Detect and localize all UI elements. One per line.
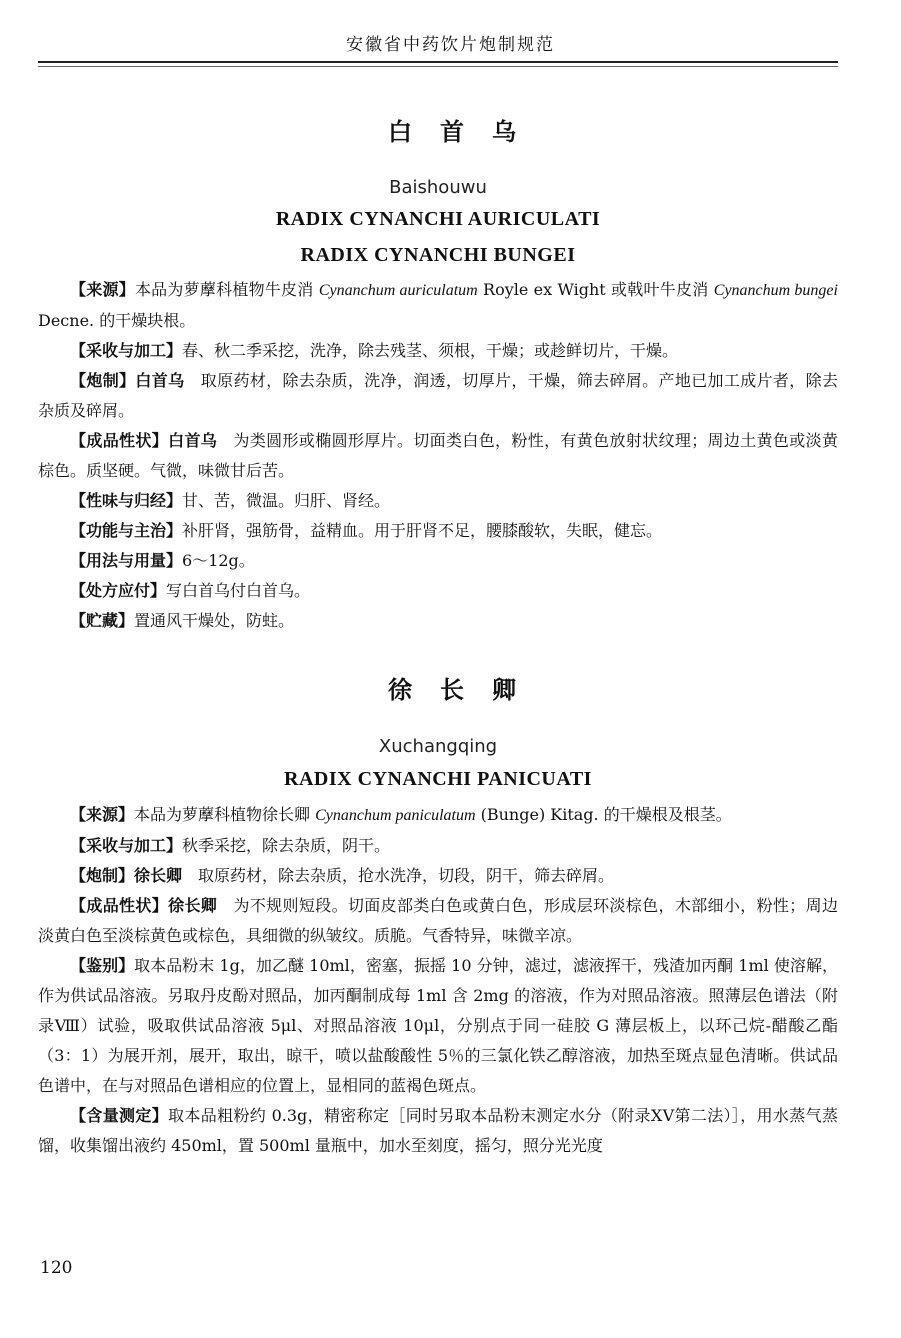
text: Decne. 的干燥块根。 — [38, 311, 196, 330]
entry-latin-name-2: RADIX CYNANCHI BUNGEI — [300, 244, 576, 266]
storage-paragraph — [38, 606, 838, 636]
character-paragraph — [38, 891, 838, 951]
text: 补肝肾，强筋骨，益精血。用于肝肾不足，腰膝酸软，失眠，健忘。 — [182, 521, 663, 540]
sub-label: 徐长卿 — [168, 896, 218, 915]
species-name: Cynanchum bungei — [713, 282, 838, 299]
entry2-body — [38, 800, 838, 1161]
harvest-paragraph — [38, 336, 838, 366]
sub-label: 白首乌 — [168, 431, 218, 450]
text: Royle ex Wight 或戟叶牛皮消 — [477, 280, 714, 299]
text: 6～12g。 — [182, 551, 255, 570]
text: 秋季采挖，除去杂质，阴干。 — [182, 836, 391, 855]
text: 本品为萝藦科植物徐长卿 — [134, 805, 316, 824]
text: 写白首乌付白首乌。 — [166, 581, 311, 600]
entry1-body — [38, 275, 838, 636]
source-paragraph — [38, 275, 838, 336]
section-label: 【成品性状】 — [70, 431, 169, 450]
section-label: 【炮制】 — [70, 371, 136, 390]
section-label: 【采收与加工】 — [70, 341, 183, 360]
text: 取原药材，除去杂质，洗净，润透，切厚片，干燥，筛去碎屑。产地已加工成片者，除去杂质及碎屑。 — [38, 371, 838, 420]
section-label: 【性味与归经】 — [70, 491, 183, 510]
processing-paragraph — [38, 861, 838, 891]
page-number: 120 — [40, 1258, 73, 1278]
section-label: 【采收与加工】 — [70, 836, 183, 855]
processing-paragraph — [38, 366, 838, 426]
text: 本品为萝藦科植物牛皮消 — [134, 280, 319, 299]
section-label: 【炮制】 — [70, 866, 135, 885]
header-rule-thin — [38, 66, 838, 67]
entry-title-baishouwu: 白首乌 — [388, 118, 544, 146]
dosage-paragraph — [38, 546, 838, 576]
entry-pinyin: Baishouwu — [389, 177, 487, 198]
sub-label: 白首乌 — [135, 371, 185, 390]
section-label: 【来源】 — [70, 280, 135, 299]
harvest-paragraph — [38, 831, 838, 861]
section-label: 【功能与主治】 — [70, 521, 183, 540]
source-paragraph — [38, 800, 838, 831]
sub-label: 徐长卿 — [134, 866, 183, 885]
text: 春、秋二季采挖，洗净，除去残茎、须根，干燥；或趁鲜切片，干燥。 — [182, 341, 679, 360]
text: 取原药材，除去杂质，抢水洗净，切段，阴干，筛去碎屑。 — [182, 866, 615, 885]
text: 置通风干燥处，防蛀。 — [134, 611, 295, 630]
entry-title-xuchangqing: 徐长卿 — [388, 676, 544, 704]
function-paragraph — [38, 516, 838, 546]
species-name: Cynanchum paniculatum — [315, 807, 476, 824]
section-label: 【处方应付】 — [70, 581, 167, 600]
character-paragraph — [38, 426, 838, 486]
assay-paragraph — [38, 1101, 838, 1161]
section-label: 【贮藏】 — [70, 611, 135, 630]
section-label: 【来源】 — [70, 805, 135, 824]
species-name: Cynanchum auriculatum — [318, 282, 478, 299]
text: 取本品粗粉约 0.3g，精密称定［同时另取本品粉末测定水分（附录ⅩⅤ第二法）］，用水蒸气蒸馏，收集馏出液约 450ml，置 500ml 量瓶中，加水至刻度，摇匀，照分光光度 — [38, 1106, 838, 1155]
entry-pinyin: Xuchangqing — [378, 736, 498, 757]
section-label: 【鉴别】 — [70, 956, 135, 975]
text: (Bunge) Kitag. 的干燥根及根茎。 — [475, 805, 732, 824]
header-rule — [38, 61, 838, 63]
running-head: 安徽省中药饮片炮制规范 — [346, 35, 555, 55]
section-label: 【用法与用量】 — [70, 551, 183, 570]
text: 为不规则短段。切面皮部类白色或黄白色，形成层环淡棕色，木部细小，粉性；周边淡黄白色至淡棕黄色或棕色，具细微的纵皱纹。质脆。气香特异，味微辛凉。 — [38, 896, 838, 945]
text: 为类圆形或椭圆形厚片。切面类白色，粉性，有黄色放射状纹理；周边土黄色或淡黄棕色。质坚硬。气微，味微甘后苦。 — [38, 431, 838, 480]
identification-paragraph — [38, 951, 838, 1101]
prescription-paragraph — [38, 576, 838, 606]
nature-paragraph — [38, 486, 838, 516]
text: 甘、苦，微温。归肝、肾经。 — [182, 491, 391, 510]
text: 取本品粉末 1g，加乙醚 10ml，密塞，振摇 10 分钟，滤过，滤液挥干，残渣加丙酮 1ml 使溶解，作为供试品溶液。另取丹皮酚对照品，加丙酮制成每 1ml 含 2mg 的溶液，作为对照品溶液。照薄层色谱法（附录Ⅷ）试验，吸取供试品溶液 5μl、对照品溶液 10μl，分别点于同一硅胶 G 薄层板上，以环己烷-醋酸乙酯（3：1）为展开剂，展开，取出，晾干，喷以盐酸酸性 5％的三氯化铁乙醇溶液，加热至斑点显色清晰。供试品色谱中，在与对照品色谱相应的位置上，显相同的蓝褐色斑点。 — [38, 956, 838, 1095]
section-label: 【含量测定】 — [70, 1106, 169, 1125]
entry-latin-name: RADIX CYNANCHI AURICULATI — [275, 208, 601, 230]
section-label: 【成品性状】 — [70, 896, 169, 915]
entry-latin-name: RADIX CYNANCHI PANICUATI — [284, 768, 592, 790]
